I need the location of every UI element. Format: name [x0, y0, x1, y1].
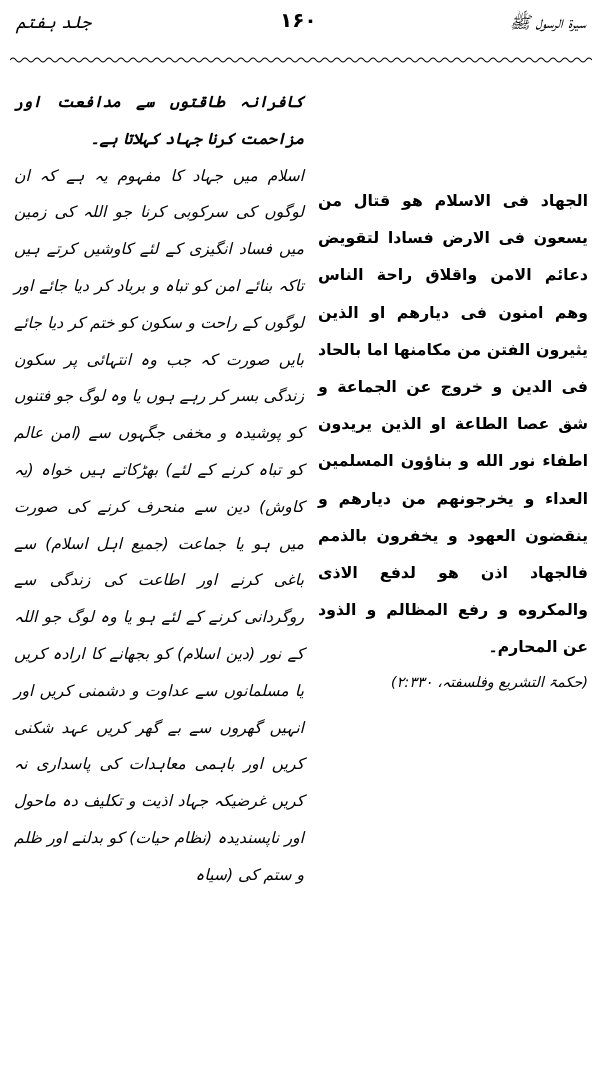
page-number: ۱۶۰ [280, 8, 317, 32]
arabic-quote-column [318, 182, 588, 698]
arabic-quote-text: الجهاد فی الاسلام هو قتال من يسعون فی الارض فسادا لتقويض دعائم الامن واقلاق راحة الناس وهم امنون فی ديارهم او الذين يثيرون الفتن من مكامنها اما بالحاد فی الدين و خروج عن الجماعة و شق عصا الطاعة او الذين يريدون اطفاء نور الله و بناؤون المسلمين العداء و يخرجونهم من ديارهم و ينقضون العهود و يخفرون بالذمم فالجهاد اذن هو لدفع الاذى والمكروه و رفع المظالم و الذود عن المحارم۔ [318, 191, 588, 657]
volume-label: جلد ہفتم [16, 13, 92, 33]
header-wavy-rule [10, 56, 592, 64]
urdu-body-paragraph: اسلام میں جہاد کا مفہوم یہ ہے کہ ان لوگوں کی سرکوبی کرنا جو اللہ کی زمین میں فساد انگیزی کے لئے کاوشیں کرتے ہیں تاکہ بنائے امن کو تباہ و برباد کر دیا جائے اور لوگوں کے راحت و سکون کو ختم کر دیا جائے بایں صورت کہ جب وہ انتہائی پر سکون زندگی بسر کر رہے ہوں یا وہ لوگ جو فتنوں کو پوشیدہ و مخفی جگہوں سے (امن عالم کو تباہ کرنے کے لئے) بھڑکاتے ہیں خواہ (یہ کاوش) دین سے منحرف کرنے کی صورت میں ہو یا جماعت (جمیع اہل اسلام) سے باغی کرنے اور اطاعت کی زندگی سے روگردانی کرنے کے لئے ہو یا وہ لوگ جو اللہ کے نور (دین اسلام) کو بجھانے کا ارادہ کریں یا مسلمانوں سے عداوت و دشمنی کریں اور انہیں گھروں سے بے گھر کریں عہد شکنی کریں اور باہمی معاہدات کی پاسداری نہ کریں غرضیکہ جہاد اذیت و تکلیف دہ ماحول اور ناپسندیدہ (نظام حیات) کو بدلنے اور ظلم و ستم کی (سیاہ [14, 166, 304, 884]
urdu-lead-paragraph: کافرانہ طاقتوں سے مدافعت اور مزاحمت کرنا جہاد کہلاتا ہے۔ [14, 93, 304, 148]
running-header [0, 0, 600, 58]
arabic-quote-citation: (حکمۃ التشریع وفلسفتہ، ۲:۳۳۰) [390, 674, 588, 691]
urdu-translation-column [14, 84, 304, 894]
book-title: سیرۃ الرسول ﷺ [509, 13, 586, 33]
